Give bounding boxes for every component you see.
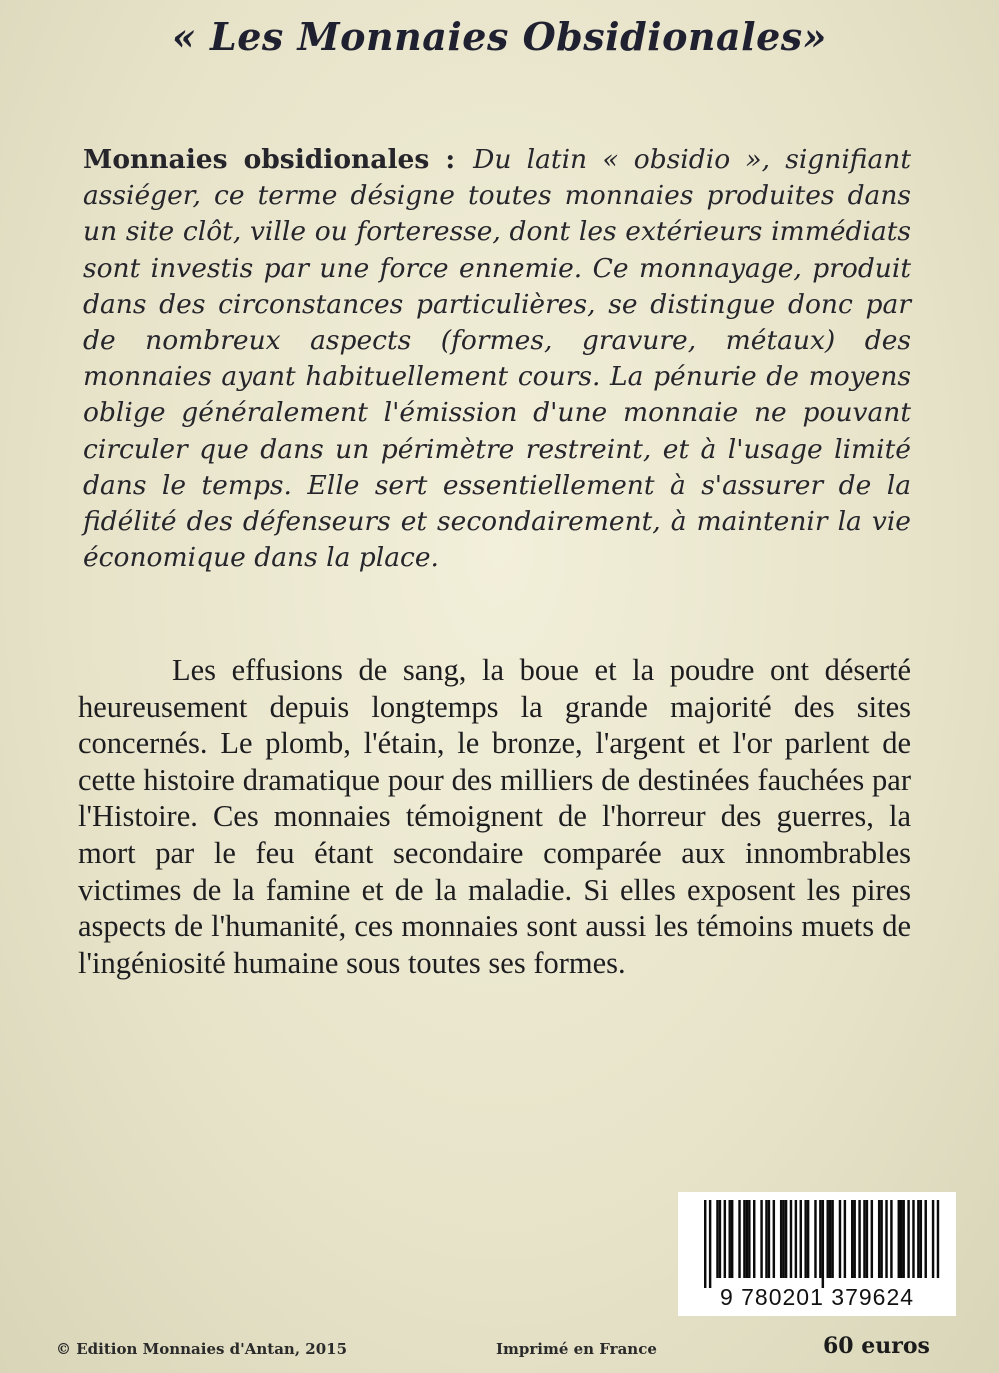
body-paragraph: Les effusions de sang, la boue et la poudre ont déserté heureusement depuis longtemps la grande majorité des sites concernés. Le plomb, l'étain, le bronze, l'argent et l'or parlent de cette histoire dramatique pour des milliers de destinées fauchées par l'Histoire. Ces monnaies témoignent de l'horreur des guerres, la mort par le feu étant secondaire comparée aux innombrables victimes de la famine et de la maladie. Si elles exposent les pires aspects de l'humanité, ces monnaies sont aussi les témoins muets de l'ingéniosité humaine sous toutes ses formes. bbox=[78, 653, 911, 980]
definition-term: Monnaies obsidionales : bbox=[83, 144, 456, 175]
printed-in: Imprimé en France bbox=[496, 1340, 657, 1358]
isbn-barcode bbox=[678, 1192, 956, 1316]
definition-paragraph bbox=[83, 142, 911, 576]
isbn-number: 9 780201 379624 bbox=[719, 1284, 915, 1310]
publisher-credit: © Edition Monnaies d'Antan, 2015 bbox=[56, 1340, 348, 1358]
definition-text: Du latin « obsidio », signifiant assiéger, ce terme désigne toutes monnaies produites dans un site clôt, ville ou forteresse, dont les extérieurs immédiats sont investis par une force ennemie. Ce monnayage, produit dans des circonstances particulières, se distingue donc par de nombreux aspects (formes, gravure, métaux) des monnaies ayant habituellement cours. La pénurie de moyens oblige généralement l'émission d'une monnaie ne pouvant circuler que dans un périmètre restreint, et à l'usage limité dans le temps. Elle sert essentiellement à s'assurer de la fidélité des défenseurs et secondairement, à maintenir la vie économique dans la place. bbox=[83, 144, 911, 574]
book-title: « Les Monnaies Obsidionales» bbox=[172, 14, 827, 59]
barcode-bars-icon bbox=[678, 1192, 956, 1288]
price: 60 euros bbox=[823, 1333, 930, 1359]
